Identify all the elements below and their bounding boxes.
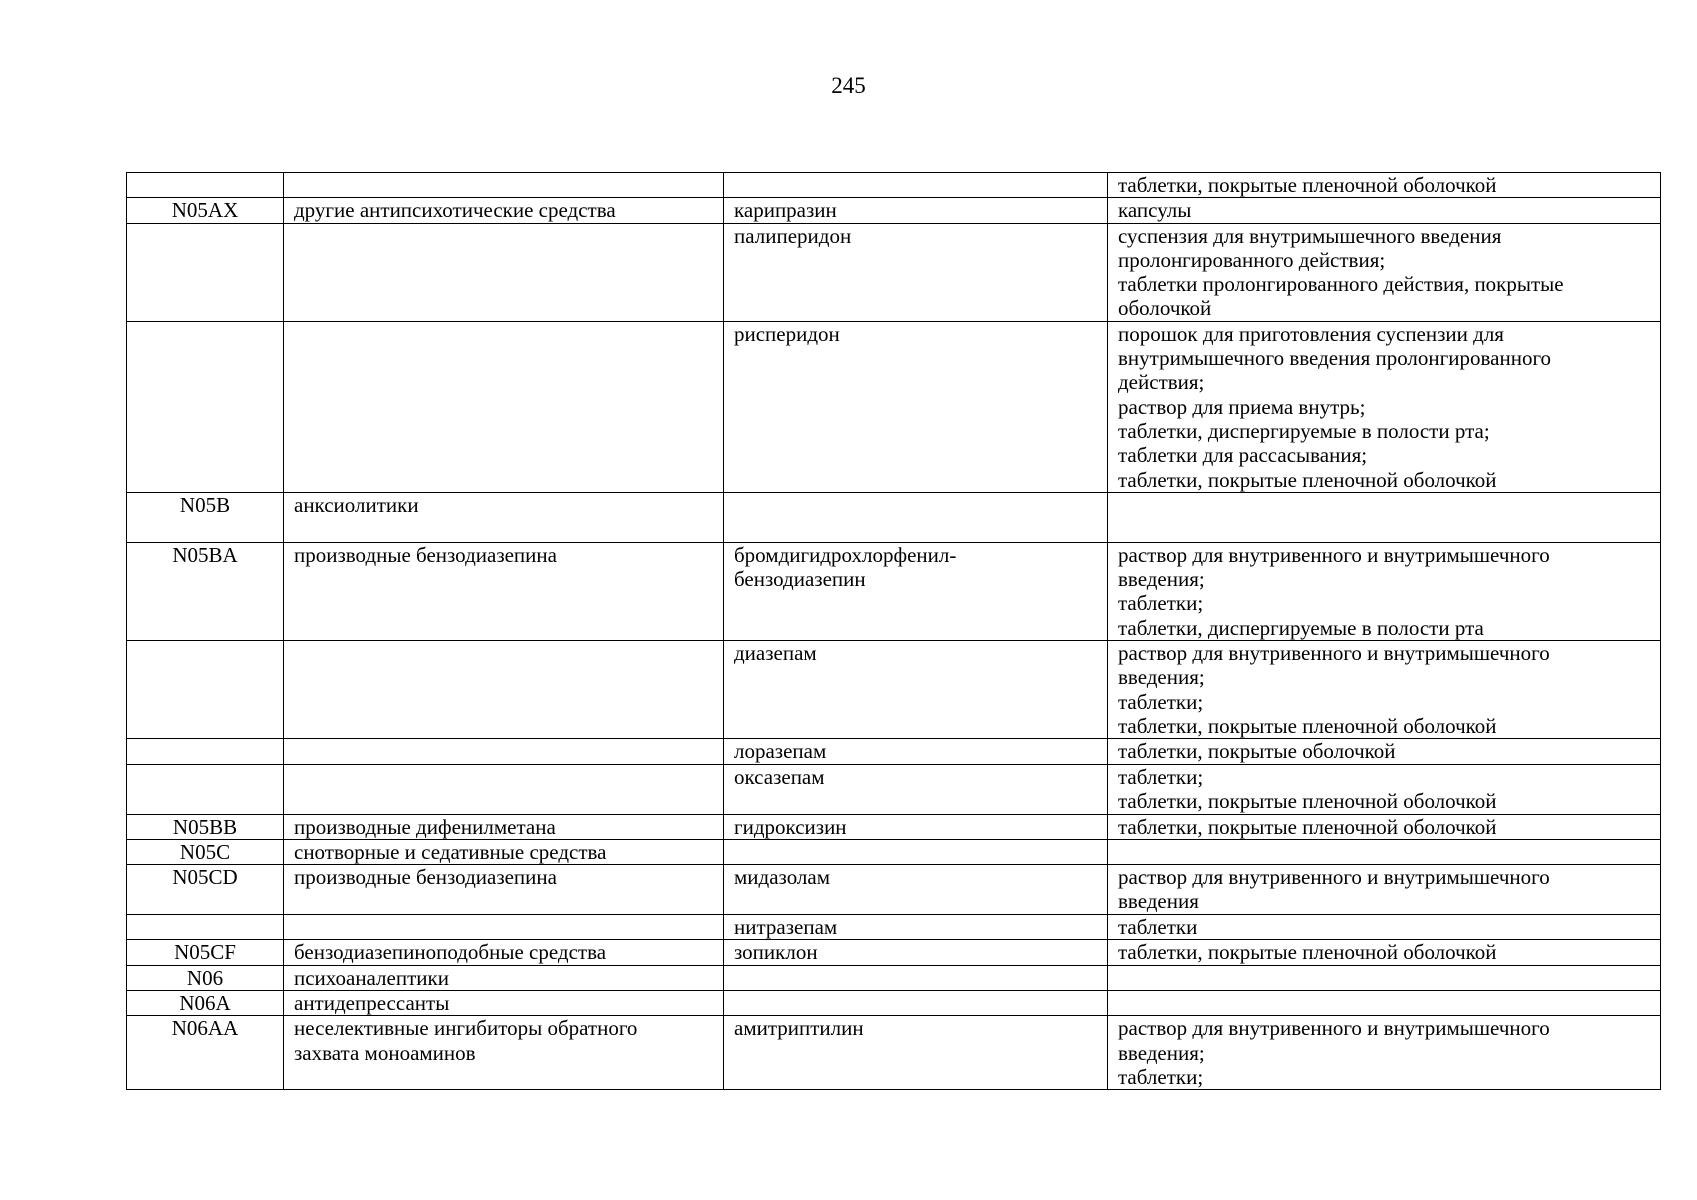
group-cell [284,1016,724,1090]
dosage-forms-line: таблетки; [1118,764,1204,789]
atc-code-cell: N06 [127,965,284,990]
dosage-forms-cell [1108,991,1661,1016]
table-row [127,198,1661,223]
dosage-forms-cell [1108,839,1661,864]
dosage-forms-line: порошок для приготовления суспензии для [1118,321,1504,346]
table-row [127,223,1661,321]
dosage-forms-cell [1108,915,1661,940]
dosage-forms-line: внутримышечного введения пролонгированного [1118,346,1552,371]
group-cell [284,965,724,990]
dosage-forms-line: раствор для приема внутрь; [1118,394,1366,419]
dosage-forms-line: таблетки; [1118,689,1204,714]
table-row [127,965,1661,990]
atc-code-cell: N05BA [127,542,284,640]
dosage-forms-line: введения; [1118,567,1205,592]
dosage-forms-cell [1108,641,1661,739]
page-number: 245 [831,73,866,98]
group-cell [284,321,724,492]
table-row [127,1016,1661,1090]
dosage-forms-cell [1108,965,1661,990]
dosage-forms-line: раствор для внутривенного и внутримышечного [1118,1016,1550,1041]
dosage-forms-cell [1108,814,1661,839]
drug-name-cell [724,915,1108,940]
group-cell [284,198,724,223]
dosage-forms-cell [1108,940,1661,965]
group-cell [284,991,724,1016]
atc-code-cell: N05CF [127,940,284,965]
dosage-forms-cell [1108,223,1661,321]
atc-code-cell: N05CD [127,865,284,915]
table-row [127,739,1661,764]
table-row [127,915,1661,940]
dosage-forms-line: раствор для внутривенного и внутримышечного [1118,641,1550,666]
group-line: психоаналептики [294,965,449,990]
group-line: неселективные ингибиторы обратного [294,1016,638,1041]
drug-name-cell [724,965,1108,990]
dosage-forms-line: раствор для внутривенного и внутримышечного [1118,542,1550,567]
dosage-forms-line: таблетки, покрытые пленочной оболочкой [1118,467,1497,492]
drug-name-cell [724,1016,1108,1090]
drug-name-line: лоразепам [734,739,827,764]
dosage-forms-line: таблетки, диспергируемые в полости рта [1118,615,1484,640]
drug-name-cell [724,542,1108,640]
drug-name-cell [724,173,1108,198]
dosage-forms-cell [1108,321,1661,492]
dosage-forms-line: введения [1118,889,1199,914]
dosage-forms-cell [1108,542,1661,640]
dosage-forms-line: таблетки, диспергируемые в полости рта; [1118,418,1490,443]
dosage-forms-line: капсулы [1118,198,1192,223]
group-cell [284,940,724,965]
dosage-forms-line: оболочкой [1118,296,1212,321]
drug-name-cell [724,223,1108,321]
atc-code-cell [127,173,284,198]
drug-name-cell [724,839,1108,864]
atc-code-cell: N05C [127,839,284,864]
drug-name-line: зопиклон [734,940,818,965]
atc-code-cell: N06AA [127,1016,284,1090]
group-cell [284,173,724,198]
table-row [127,641,1661,739]
group-cell [284,865,724,915]
group-line: другие антипсихотические средства [294,198,616,223]
group-cell [284,814,724,839]
group-cell [284,839,724,864]
dosage-forms-cell [1108,865,1661,915]
table-row [127,764,1661,814]
dosage-forms-line: таблетки, покрытые пленочной оболочкой [1118,814,1497,839]
dosage-forms-line: суспензия для внутримышечного введения [1118,223,1502,248]
table-row [127,991,1661,1016]
drug-name-line: бензодиазепин [734,567,866,592]
table-body [127,173,1661,1090]
group-line: антидепрессанты [294,991,450,1016]
drug-name-line: гидроксизин [734,814,847,839]
dosage-forms-cell [1108,492,1661,542]
dosage-forms-line: таблетки, покрытые пленочной оболочкой [1118,173,1497,197]
dosage-forms-cell [1108,764,1661,814]
drug-name-cell [724,940,1108,965]
group-cell [284,223,724,321]
atc-code-cell: N05B [127,492,284,542]
drug-name-cell [724,321,1108,492]
table-row [127,865,1661,915]
drug-name-cell [724,814,1108,839]
dosage-forms-line: таблетки, покрытые пленочной оболочкой [1118,713,1497,738]
group-line: анксиолитики [294,492,419,517]
group-line: производные бензодиазепина [294,865,557,890]
atc-code-cell [127,641,284,739]
table-row [127,173,1661,198]
group-line: бензодиазепиноподобные средства [294,940,607,965]
dosage-forms-cell [1108,739,1661,764]
group-cell [284,764,724,814]
atc-code-cell [127,321,284,492]
drug-name-cell [724,492,1108,542]
group-line: захвата моноаминов [294,1040,476,1065]
drug-name-cell [724,991,1108,1016]
atc-code-cell: N05AX [127,198,284,223]
table-row [127,321,1661,492]
table-row [127,492,1661,542]
dosage-forms-line: таблетки, покрытые пленочной оболочкой [1118,940,1497,965]
atc-code-cell: N05BB [127,814,284,839]
dosage-forms-cell [1108,173,1661,198]
group-line: снотворные и седативные средства [294,839,607,864]
dosage-forms-line: пролонгированного действия; [1118,247,1386,272]
dosage-forms-line: действия; [1118,370,1205,395]
dosage-forms-line: таблетки; [1118,591,1204,616]
drug-name-line: палиперидон [734,223,852,248]
table-row [127,940,1661,965]
drug-name-cell [724,641,1108,739]
dosage-forms-line: таблетки [1118,915,1198,940]
dosage-forms-line: таблетки, покрытые оболочкой [1118,739,1396,764]
group-cell [284,542,724,640]
drug-name-line: бромдигидрохлорфенил- [734,542,957,567]
group-cell [284,915,724,940]
table-row [127,814,1661,839]
atc-code-cell [127,739,284,764]
drug-name-line: амитриптилин [734,1016,864,1041]
group-cell [284,492,724,542]
drug-name-cell [724,764,1108,814]
drug-table [126,172,1661,1090]
drug-name-cell [724,739,1108,764]
dosage-forms-line: таблетки; [1118,1064,1204,1089]
drug-name-line: оксазепам [734,764,825,789]
dosage-forms-cell [1108,198,1661,223]
drug-name-line: нитразепам [734,915,838,940]
table-row [127,839,1661,864]
drug-name-line: рисперидон [734,321,840,346]
dosage-forms-line: таблетки, покрытые пленочной оболочкой [1118,788,1497,813]
dosage-forms-cell [1108,1016,1661,1090]
dosage-forms-line: таблетки пролонгированного действия, покрытые [1118,272,1564,297]
atc-code-cell [127,764,284,814]
drug-name-line: диазепам [734,641,817,666]
group-line: производные дифенилметана [294,814,556,839]
drug-name-cell [724,198,1108,223]
atc-code-cell [127,915,284,940]
dosage-forms-line: таблетки для рассасывания; [1118,443,1368,468]
dosage-forms-line: раствор для внутривенного и внутримышечного [1118,865,1550,890]
table-row [127,542,1661,640]
group-cell [284,739,724,764]
group-line: производные бензодиазепина [294,542,557,567]
dosage-forms-line: введения; [1118,1040,1205,1065]
atc-code-cell [127,223,284,321]
drug-name-line: карипразин [734,198,837,223]
drug-name-cell [724,865,1108,915]
group-cell [284,641,724,739]
atc-code-cell: N06A [127,991,284,1016]
dosage-forms-line: введения; [1118,665,1205,690]
drug-name-line: мидазолам [734,865,831,890]
